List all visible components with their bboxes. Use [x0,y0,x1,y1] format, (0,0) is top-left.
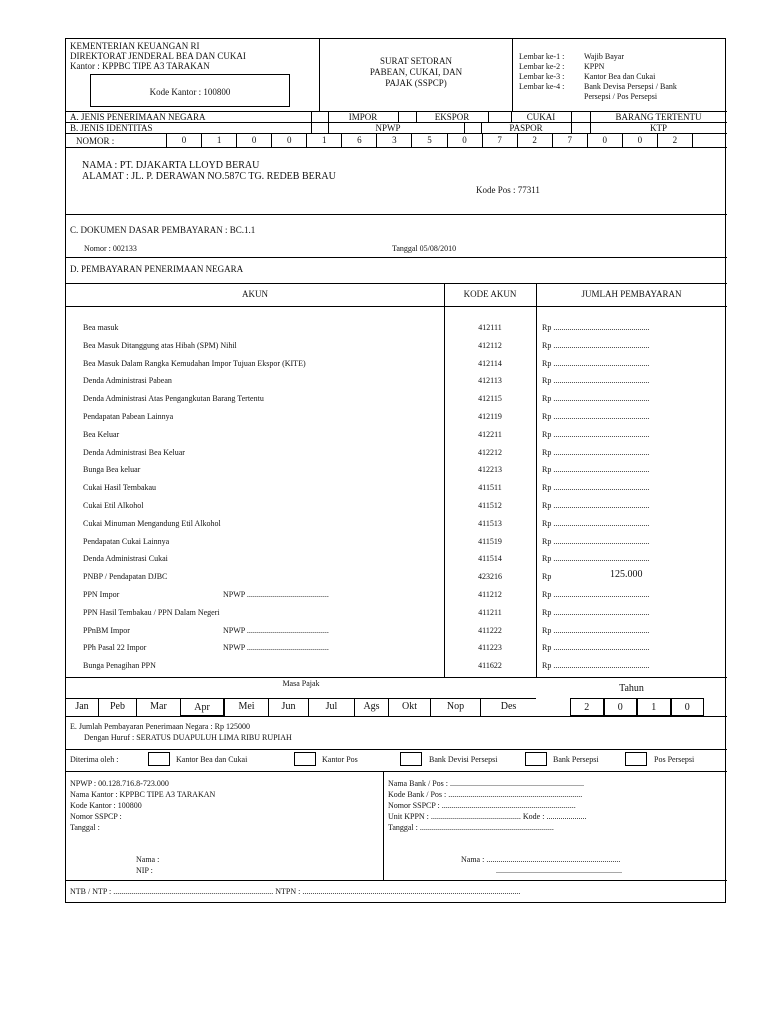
akun-rp: Rp ................................................ [542,643,650,653]
kantor-npwp: NPWP : 00.128.716.8-723.000 [70,779,169,788]
akun-kode: 411222 [478,625,502,635]
month-jul[interactable]: Jul [308,698,354,716]
akun-name: Cukai Etil Alkohol [83,501,144,510]
checkbox-bank-persepsi[interactable] [525,752,547,766]
option-ktp: KTP [649,123,667,133]
akun-kode: 411513 [478,518,502,528]
akun-kode: 412114 [478,358,502,368]
diterima-label: Diterima oleh : [70,755,119,764]
tahun-digit: 0 [604,698,638,716]
akun-rp: Rp ................................................ [542,518,650,528]
akun-name: Bea masuk [83,323,119,332]
lembar-label: Lembar ke-2 : [519,62,565,71]
akun-amount: 125.000 [610,569,643,581]
nama-field: NAMA : PT. DJAKARTA LLOYD BERAU [82,160,260,171]
akun-name: PPN Hasil Tembakau / PPN Dalam Negeri [83,607,220,617]
akun-name: PPN Impor [83,590,120,599]
col-kode-akun: KODE AKUN [463,289,517,299]
akun-kode: 411514 [478,554,502,564]
akun-name: Denda Administrasi Cukai [83,554,168,564]
nomor-digit: 0 [166,133,201,147]
akun-rp: Rp ................................................ [542,501,650,510]
bank-nomor-sspcp: Nomor SSPCP : ................................................................... [388,801,576,810]
nomor-digit: 0 [271,133,306,147]
akun-rp: Rp ................................................ [542,625,650,635]
akun-rp: Rp ................................................ [542,536,650,546]
akun-kode: 412115 [478,394,502,404]
kantor-tanggal: Tanggal : [70,823,100,832]
nomor-digit: 5 [411,133,446,147]
month-nop[interactable]: Nop [430,698,480,716]
month-ags[interactable]: Ags [354,698,388,716]
akun-rp: Rp ................................................ [542,358,650,368]
alamat-field: ALAMAT : JL. P. DERAWAN NO.587C TG. REDEB BERAU [82,171,336,182]
nomor-digit: 1 [306,133,341,147]
section-a-label: A. JENIS PENERIMAAN NEGARA [70,112,206,122]
nomor-digit: 7 [552,133,587,147]
akun-row [66,390,727,408]
akun-kode: 412119 [478,412,502,421]
akun-row [66,444,727,462]
akun-name: Denda Administrasi Pabean [83,376,172,386]
akun-rp: Rp [542,572,552,582]
lembar-label: Lembar ke-3 : [519,72,565,81]
month-des[interactable]: Des [480,698,536,716]
kode-bank: Kode Bank / Pos : ................................................................... [388,790,583,799]
akun-row [66,586,727,604]
akun-row [66,319,727,337]
akun-row [66,408,727,426]
form-title-3: PAJAK (SSPCP) [385,78,447,88]
akun-rp: Rp ................................................ [542,607,650,617]
nomor-label: NOMOR : [76,136,115,146]
akun-kode: 412111 [478,323,502,332]
akun-name: PPnBM Impor [83,625,130,635]
opt-kantor-pos: Kantor Pos [322,755,358,764]
nomor-digit: 0 [447,133,482,147]
option-impor: IMPOR [348,112,378,122]
opt-bank-devisi: Bank Devisi Persepsi [429,755,498,764]
akun-row [66,372,727,390]
akun-name: Bea Keluar [83,429,120,439]
akun-row [66,337,727,355]
option-ekspor: EKSPOR [434,112,470,122]
akun-rp: Rp ................................................ [542,429,650,439]
akun-name: Denda Administrasi Bea Keluar [83,447,185,457]
option-npwp: NPWP [375,123,401,133]
akun-name: PNBP / Pendapatan DJBC [83,572,168,582]
month-mei[interactable]: Mei [224,698,268,716]
kantor-name: Kantor : KPPBC TIPE A3 TARAKAN [70,61,210,71]
opt-bank-persepsi: Bank Persepsi [553,755,599,764]
nomor-digit: 3 [376,133,411,147]
checkbox-bank-devisi[interactable] [400,752,422,766]
akun-kode: 411519 [478,536,502,546]
akun-rp: Rp ................................................ [542,394,650,404]
dokumen-tanggal: Tanggal 05/08/2010 [392,244,457,253]
kantor-petugas-nip: NIP : [136,866,153,875]
nomor-digit: 6 [341,133,376,147]
akun-kode: 411212 [478,590,502,599]
akun-name: Pendapatan Cukai Lainnya [83,536,170,546]
form-title-1: SURAT SETORAN [380,56,452,66]
sspcp-form [65,38,726,903]
nomor-digit: 0 [236,133,271,147]
akun-npwp: NPWP ......................................... [223,643,329,653]
directorate-name: DIREKTORAT JENDERAL BEA DAN CUKAI [70,51,246,61]
bank-petugas-nama: Nama : ................................................................... [461,855,621,864]
tahun-digit: 2 [570,698,604,716]
kantor-nama: Nama Kantor : KPPBC TIPE A3 TARAKAN [70,790,216,799]
akun-rp: Rp ................................................ [542,661,650,671]
akun-kode: 411223 [478,643,502,653]
akun-kode: 411622 [478,661,502,671]
lembar-value: Wajib Bayar [584,52,625,61]
nomor-digit: 0 [587,133,622,147]
unit-kppn: Unit KPPN : ............................................. Kode : .................... [388,812,587,821]
akun-rp: Rp ................................................ [542,590,650,599]
akun-row [66,515,727,533]
month-jun[interactable]: Jun [268,698,308,716]
tahun-digit: 0 [671,698,705,716]
checkbox-kantor-pos[interactable] [294,752,316,766]
akun-row [66,461,727,479]
bank-tanggal: Tanggal : ................................................................... [388,823,554,832]
tahun-digit: 1 [637,698,671,716]
akun-kode: 411512 [478,501,502,510]
opt-pos-persepsi: Pos Persepsi [654,755,695,764]
tahun-label: Tahun [619,683,644,694]
option-barang-tertentu: BARANG TERTENTU [615,112,702,122]
lembar-value: Kantor Bea dan Cukai [584,72,656,81]
kode-pos: Kode Pos : 77311 [476,185,540,195]
form-title-2: PABEAN, CUKAI, DAN [369,67,463,77]
ministry-name: KEMENTERIAN KEUANGAN RI [70,41,200,51]
akun-row [66,497,727,515]
akun-table [66,319,727,677]
akun-row [66,622,727,640]
akun-rp: Rp ................................................ [542,340,650,350]
akun-name: Bea Masuk Dalam Rangka Kemudahan Impor Tujuan Ekspor (KITE) [83,358,306,368]
bank-petugas-nama-line: ............................................................... [496,866,622,875]
option-cukai: CUKAI [526,112,556,122]
ntb-ntpn: NTB / NTP : ................................................................................ NTPN : ............................................................................................................. [70,887,521,896]
akun-kode: 412211 [478,429,502,439]
akun-name: PPh Pasal 22 Impor [83,643,147,653]
col-jumlah: JUMLAH PEMBAYARAN [581,289,682,299]
akun-rp: Rp ................................................ [542,465,650,475]
masa-pajak-label: Masa Pajak [282,679,320,688]
akun-kode: 412112 [478,340,502,350]
month-row [66,698,536,716]
kantor-nomor-sspcp: Nomor SSPCP : [70,812,122,821]
akun-kode: 412212 [478,447,502,457]
nomor-digit: 0 [622,133,657,147]
akun-row [66,533,727,551]
akun-rp: Rp ................................................ [542,412,650,421]
akun-name: Bunga Penagihan PPN [83,661,156,671]
nomor-digit: 1 [201,133,236,147]
akun-row [66,426,727,444]
dengan-huruf: Dengan Huruf : SERATUS DUAPULUH LIMA RIBU RUPIAH [84,733,292,742]
akun-kode: 412113 [478,376,502,386]
kantor-kode: Kode Kantor : 100800 [70,801,142,810]
nomor-digit [692,133,727,147]
akun-kode: 411211 [478,607,502,617]
nama-bank: Nama Bank / Pos : ................................................................... [388,779,584,788]
checkbox-kantor-bea[interactable] [148,752,170,766]
akun-rp: Rp ................................................ [542,376,650,386]
month-jan[interactable]: Jan [75,701,89,712]
option-paspor: PASPOR [509,123,543,133]
nomor-digit: 2 [517,133,552,147]
month-mar[interactable]: Mar [136,698,180,716]
akun-name: Cukai Minuman Mengandung Etil Alkohol [83,518,221,528]
akun-row [66,568,727,586]
lembar-label: Lembar ke-4 : [519,82,565,91]
akun-name: Bunga Bea keluar [83,465,141,475]
lembar-label: Lembar ke-1 : [519,52,565,61]
kode-kantor-box [90,74,290,107]
lembar-value: KPPN [584,62,605,71]
akun-row [66,479,727,497]
checkbox-pos-persepsi[interactable] [625,752,647,766]
month-okt[interactable]: Okt [388,698,430,716]
akun-row [66,604,727,622]
section-d-label: D. PEMBAYARAN PENERIMAAN NEGARA [70,264,244,274]
akun-npwp: NPWP ......................................... [223,590,329,599]
akun-rp: Rp ................................................ [542,447,650,457]
nomor-digits [166,133,727,147]
akun-row [66,550,727,568]
akun-name: Bea Masuk Ditanggung atas Hibah (SPM) Nihil [83,340,237,350]
nomor-digit: 7 [482,133,517,147]
akun-row [66,639,727,657]
akun-kode: 423216 [478,572,502,582]
akun-name: Denda Administrasi Atas Pengangkutan Barang Tertentu [83,394,264,404]
akun-rp: Rp ................................................ [542,323,650,332]
akun-row [66,355,727,373]
month-peb[interactable]: Peb [98,698,136,716]
lembar-value: Persepsi / Pos Persepsi [584,92,658,101]
kode-kantor: Kode Kantor : 100800 [149,87,231,97]
opt-kantor-bea: Kantor Bea dan Cukai [176,755,248,764]
dokumen-nomor: Nomor : 002133 [84,244,137,253]
akun-kode: 412213 [478,465,502,475]
jumlah-pembayaran: E. Jumlah Pembayaran Penerimaan Negara : Rp 125000 [70,722,250,731]
akun-row [66,657,727,675]
section-c-label: C. DOKUMEN DASAR PEMBAYARAN : BC.1.1 [70,225,256,235]
tahun-digits [570,698,704,716]
col-akun: AKUN [242,289,268,299]
nomor-digit: 2 [657,133,692,147]
akun-npwp: NPWP ......................................... [223,625,329,635]
section-b-label: B. JENIS IDENTITAS [70,123,153,133]
akun-name: Cukai Hasil Tembakau [83,483,157,493]
month-apr[interactable]: Apr [180,698,224,716]
akun-kode: 411511 [478,483,502,493]
akun-rp: Rp ................................................ [542,554,650,564]
lembar-value: Bank Devisa Persepsi / Bank [584,82,677,91]
akun-rp: Rp ................................................ [542,483,650,493]
kantor-petugas-nama: Nama : [136,855,160,864]
akun-name: Pendapatan Pabean Lainnya [83,412,174,421]
